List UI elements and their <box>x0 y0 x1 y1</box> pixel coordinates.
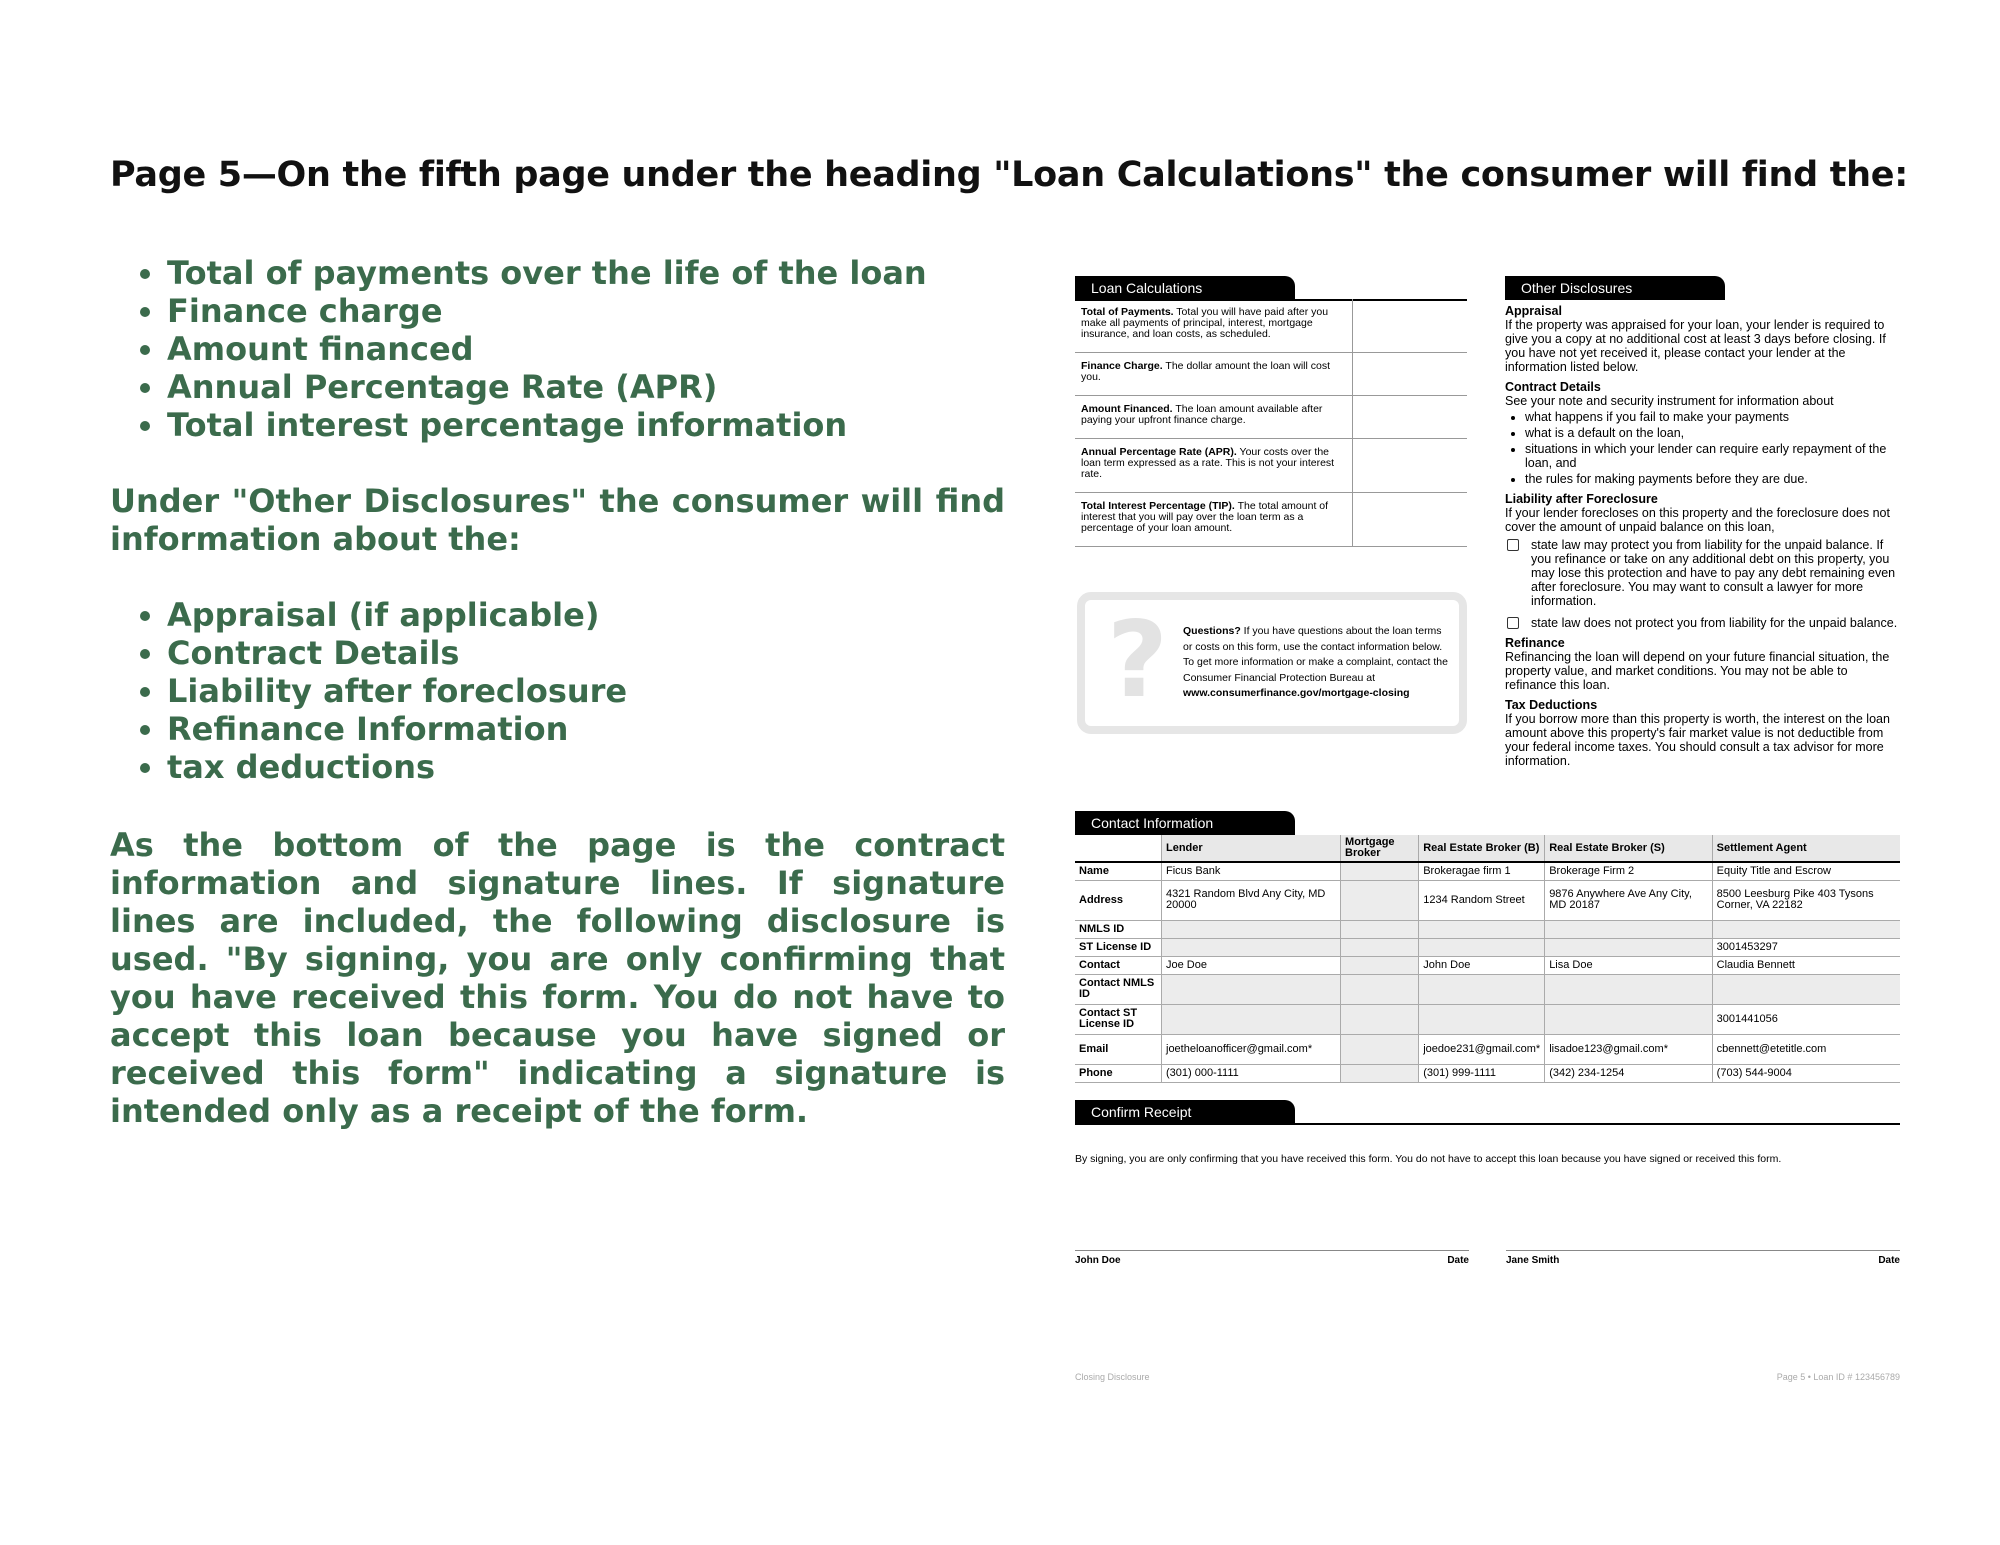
table-cell <box>1545 920 1712 938</box>
value-cell <box>1352 396 1468 438</box>
table-cell <box>1419 974 1545 1004</box>
table-cell: 4321 Random Blvd Any City, MD 20000 <box>1162 880 1341 920</box>
table-row <box>1075 353 1467 396</box>
value-cell <box>1352 493 1468 546</box>
table-cell: Brokeragae firm 1 <box>1419 862 1545 880</box>
table-cell <box>1545 974 1712 1004</box>
list-item: • Amount financed <box>167 330 1005 368</box>
table-row <box>1075 880 1900 920</box>
column-header: Settlement Agent <box>1712 835 1900 862</box>
table-row <box>1075 938 1900 956</box>
table-cell: Brokerage Firm 2 <box>1545 862 1712 880</box>
row-label: Name <box>1075 862 1162 880</box>
contract-text: See your note and security instrument for information about <box>1505 394 1834 408</box>
date-label: Date <box>1447 1255 1469 1266</box>
closing-disclosure-page <box>1075 270 1900 1390</box>
row-label: Email <box>1075 1034 1162 1064</box>
liability-option-2 <box>1505 616 1900 630</box>
table-cell <box>1162 938 1341 956</box>
other-disclosures-intro: Under "Other Disclosures" the consumer will find information about the: <box>110 482 1005 558</box>
signature-line-1[interactable] <box>1075 1250 1469 1266</box>
row-text: The loan amount available after paying your upfront finance charge. <box>1081 403 1323 426</box>
table-cell: (342) 234-1254 <box>1545 1064 1712 1082</box>
list-item: • situations in which your lender can require early repayment of the loan, and <box>1525 442 1900 470</box>
table-cell <box>1419 920 1545 938</box>
contact-table <box>1075 835 1900 1083</box>
table-cell: 9876 Anywhere Ave Any City, MD 20187 <box>1545 880 1712 920</box>
signer-name: Jane Smith <box>1506 1255 1560 1266</box>
row-label: Contact <box>1075 956 1162 974</box>
list-item: • tax deductions <box>167 748 1005 786</box>
refinance-text: Refinancing the loan will depend on your future financial situation, the property value, and market conditions. You may not be able to refinance this loan. <box>1505 650 1890 692</box>
value-cell <box>1352 353 1468 395</box>
divider <box>1075 1123 1900 1125</box>
table-cell: 8500 Leesburg Pike 403 Tysons Corner, VA 22182 <box>1712 880 1900 920</box>
row-label: Contact ST License ID <box>1075 1004 1162 1034</box>
liability-text: If your lender forecloses on this property and the foreclosure does not cover the amount of unpaid balance on this loan, <box>1505 506 1890 534</box>
table-cell <box>1341 1004 1419 1034</box>
table-header-row <box>1075 835 1900 862</box>
checkbox[interactable] <box>1507 617 1519 629</box>
table-cell: Claudia Bennett <box>1712 956 1900 974</box>
table-cell <box>1341 974 1419 1004</box>
table-cell <box>1545 1004 1712 1034</box>
column-header <box>1075 835 1162 862</box>
cfpb-link[interactable]: www.consumerfinance.gov/mortgage-closing <box>1183 687 1410 699</box>
list-item: • Contract Details <box>167 634 1005 672</box>
row-text: The dollar amount the loan will cost you. <box>1081 360 1331 383</box>
contract-heading: Contract Details <box>1505 380 1601 394</box>
row-text: The total amount of interest that you will pay over the loan term as a percentage of your loan amount. <box>1081 500 1329 534</box>
other-disclosures-list <box>110 596 1005 786</box>
table-row <box>1075 956 1900 974</box>
date-label: Date <box>1878 1255 1900 1266</box>
table-cell <box>1419 1004 1545 1034</box>
confirm-header: Confirm Receipt <box>1075 1100 1295 1124</box>
list-item: • what is a default on the loan, <box>1525 426 1900 440</box>
table-cell <box>1162 920 1341 938</box>
column-header: Real Estate Broker (B) <box>1419 835 1545 862</box>
table-cell <box>1341 956 1419 974</box>
row-label: Annual Percentage Rate (APR). <box>1081 446 1237 458</box>
column-header: Lender <box>1162 835 1341 862</box>
table-row <box>1075 1034 1900 1064</box>
other-disclosures-header: Other Disclosures <box>1505 276 1725 300</box>
list-item: • Finance charge <box>167 292 1005 330</box>
list-item: • the rules for making payments before they are due. <box>1525 472 1900 486</box>
table-cell <box>1712 974 1900 1004</box>
table-row <box>1075 299 1467 353</box>
list-item: • Refinance Information <box>167 710 1005 748</box>
questions-text: If you have questions about the loan terms or costs on this form, use the contact information below. To get more information or make a complaint, contact the Consumer Financial Protection Bureau at <box>1183 625 1448 684</box>
table-cell: cbennett@etetitle.com <box>1712 1034 1900 1064</box>
other-disclosures-section <box>1505 298 1900 768</box>
row-label: Address <box>1075 880 1162 920</box>
questions-label: Questions? <box>1183 625 1241 637</box>
table-cell <box>1341 920 1419 938</box>
table-cell: (301) 999-1111 <box>1419 1064 1545 1082</box>
table-cell <box>1162 974 1341 1004</box>
table-cell: 3001441056 <box>1712 1004 1900 1034</box>
loan-calc-table <box>1075 299 1467 547</box>
value-cell <box>1352 299 1468 352</box>
refinance-heading: Refinance <box>1505 636 1565 650</box>
table-row <box>1075 396 1467 439</box>
contact-header: Contact Information <box>1075 811 1295 835</box>
checkbox[interactable] <box>1507 539 1519 551</box>
signer-name: John Doe <box>1075 1255 1121 1266</box>
table-cell: (703) 544-9004 <box>1712 1064 1900 1082</box>
page-title: Page 5—On the fifth page under the heading "Loan Calculations" the consumer will find the: <box>110 155 1908 195</box>
table-cell: Joe Doe <box>1162 956 1341 974</box>
footer-left: Closing Disclosure <box>1075 1372 1150 1382</box>
row-text: Your costs over the loan term expressed as a rate. This is not your interest rate. <box>1081 446 1335 480</box>
footer-right: Page 5 • Loan ID # 123456789 <box>1776 1372 1900 1382</box>
liability-heading: Liability after Foreclosure <box>1505 492 1658 506</box>
list-item: • Annual Percentage Rate (APR) <box>167 368 1005 406</box>
loan-calc-list <box>110 254 1005 444</box>
tax-text: If you borrow more than this property is worth, the interest on the loan amount above this property's fair market value is not deductible from your federal income taxes. You should consult a tax advisor for more information. <box>1505 712 1890 768</box>
list-item: • Total of payments over the life of the loan <box>167 254 1005 292</box>
questions-box <box>1077 592 1467 734</box>
table-cell: Lisa Doe <box>1545 956 1712 974</box>
signature-line-2[interactable] <box>1506 1250 1900 1266</box>
table-cell: joedoe231@gmail.com* <box>1419 1034 1545 1064</box>
row-label: NMLS ID <box>1075 920 1162 938</box>
table-cell: Equity Title and Escrow <box>1712 862 1900 880</box>
table-cell <box>1341 862 1419 880</box>
option-text: state law may protect you from liability for the unpaid balance. If you refinance or take on any additional debt on this property, you may lose this protection and have to pay any debt remaining even after foreclosure. You may want to consult a lawyer for more information. <box>1531 538 1896 608</box>
table-row <box>1075 920 1900 938</box>
table-cell <box>1545 938 1712 956</box>
table-cell <box>1341 1064 1419 1082</box>
row-label: Total of Payments. <box>1081 306 1174 318</box>
column-header: Mortgage Broker <box>1341 835 1419 862</box>
row-label: Contact NMLS ID <box>1075 974 1162 1004</box>
table-cell <box>1162 1004 1341 1034</box>
appraisal-heading: Appraisal <box>1505 304 1562 318</box>
value-cell <box>1352 439 1468 492</box>
row-label: ST License ID <box>1075 938 1162 956</box>
table-cell <box>1341 1034 1419 1064</box>
list-item: • Total interest percentage information <box>167 406 1005 444</box>
question-mark-icon: ? <box>1107 599 1168 721</box>
row-label: Total Interest Percentage (TIP). <box>1081 500 1235 512</box>
table-cell <box>1341 880 1419 920</box>
table-row <box>1075 1064 1900 1082</box>
signature-paragraph: As the bottom of the page is the contract information and signature lines. If signature lines are included, the following disclosure is used. "By signing, you are only confirming that you have received this form. You do not have to accept this loan because you have signed or received this form" indicating a signature is intended only as a receipt of the form. <box>110 826 1005 1130</box>
list-item: • Appraisal (if applicable) <box>167 596 1005 634</box>
table-cell: lisadoe123@gmail.com* <box>1545 1034 1712 1064</box>
table-cell: 1234 Random Street <box>1419 880 1545 920</box>
table-row <box>1075 1004 1900 1034</box>
table-cell <box>1419 938 1545 956</box>
table-row <box>1075 862 1900 880</box>
confirm-text: By signing, you are only confirming that you have received this form. You do not have to accept this loan because you have signed or received this form. <box>1075 1153 1782 1165</box>
column-header: Real Estate Broker (S) <box>1545 835 1712 862</box>
table-cell <box>1712 920 1900 938</box>
table-cell: Ficus Bank <box>1162 862 1341 880</box>
option-text: state law does not protect you from liability for the unpaid balance. <box>1531 616 1898 630</box>
table-row <box>1075 974 1900 1004</box>
appraisal-text: If the property was appraised for your loan, your lender is required to give you a copy at no additional cost at least 3 days before closing. If you have not yet received it, please contact your lender at the information listed below. <box>1505 318 1886 374</box>
row-label: Finance Charge. <box>1081 360 1163 372</box>
loan-calc-header: Loan Calculations <box>1075 276 1295 300</box>
table-cell: 3001453297 <box>1712 938 1900 956</box>
tax-heading: Tax Deductions <box>1505 698 1598 712</box>
list-item: • what happens if you fail to make your payments <box>1525 410 1900 424</box>
row-label: Phone <box>1075 1064 1162 1082</box>
liability-option-1 <box>1505 538 1900 608</box>
table-cell: (301) 000-1111 <box>1162 1064 1341 1082</box>
table-cell: John Doe <box>1419 956 1545 974</box>
table-cell: joetheloanofficer@gmail.com* <box>1162 1034 1341 1064</box>
table-row <box>1075 493 1467 547</box>
row-label: Amount Financed. <box>1081 403 1173 415</box>
row-text: Total you will have paid after you make all payments of principal, interest, mortgage insurance, and loan costs, as scheduled. <box>1081 306 1329 340</box>
table-cell <box>1341 938 1419 956</box>
table-row <box>1075 439 1467 493</box>
list-item: • Liability after foreclosure <box>167 672 1005 710</box>
